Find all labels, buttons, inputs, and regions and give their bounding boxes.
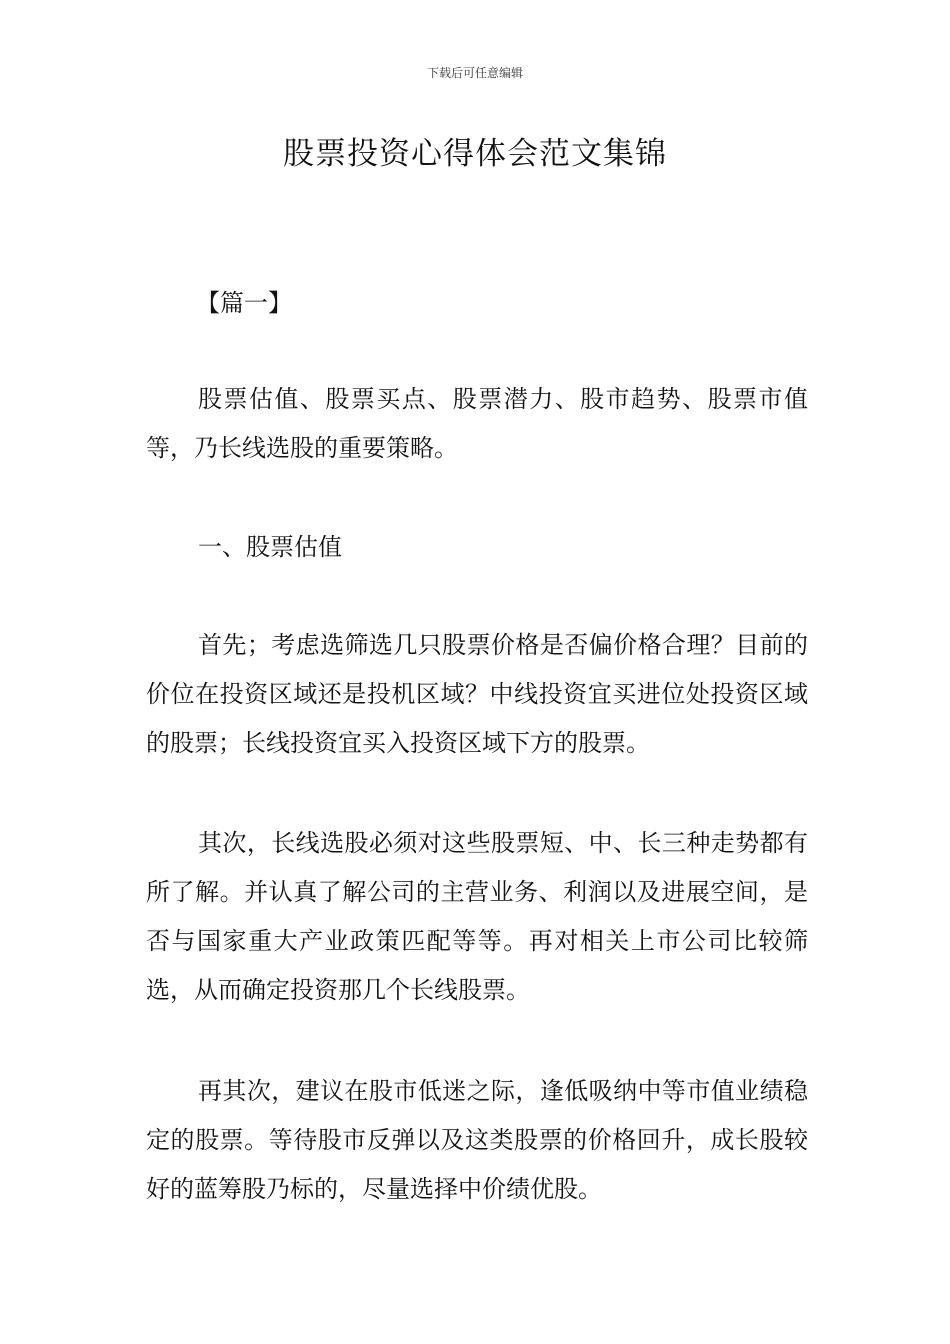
paragraph-first: 首先；考虑选筛选几只股票价格是否偏价格合理？目前的价位在投资区域还是投机区域？中线投资宜买进位处投资区域的股票；长线投资宜买入投资区域下方的股票。	[146, 631, 808, 757]
subheading-valuation: 一、股票估值	[198, 533, 342, 561]
document-title: 股票投资心得体会范文集锦	[283, 136, 667, 172]
paragraph-second: 其次，长线选股必须对这些股票短、中、长三种走势都有所了解。并认真了解公司的主营业务、利润以及进展空间，是否与国家重大产业政策匹配等等。再对相关上市公司比较筛选，从而确定投资那几个长线股票。	[146, 829, 808, 1004]
paragraph-third: 再其次，建议在股市低迷之际，逢低吸纳中等市值业绩稳定的股票。等待股市反弹以及这类股票的价格回升，成长股较好的蓝筹股乃标的，尽量选择中价绩优股。	[146, 1077, 808, 1203]
section-label: 【篇一】	[196, 289, 292, 317]
paragraph-intro: 股票估值、股票买点、股票潜力、股市趋势、股票市值等，乃长线选股的重要策略。	[146, 385, 808, 462]
header-note: 下载后可任意编辑	[426, 66, 523, 80]
